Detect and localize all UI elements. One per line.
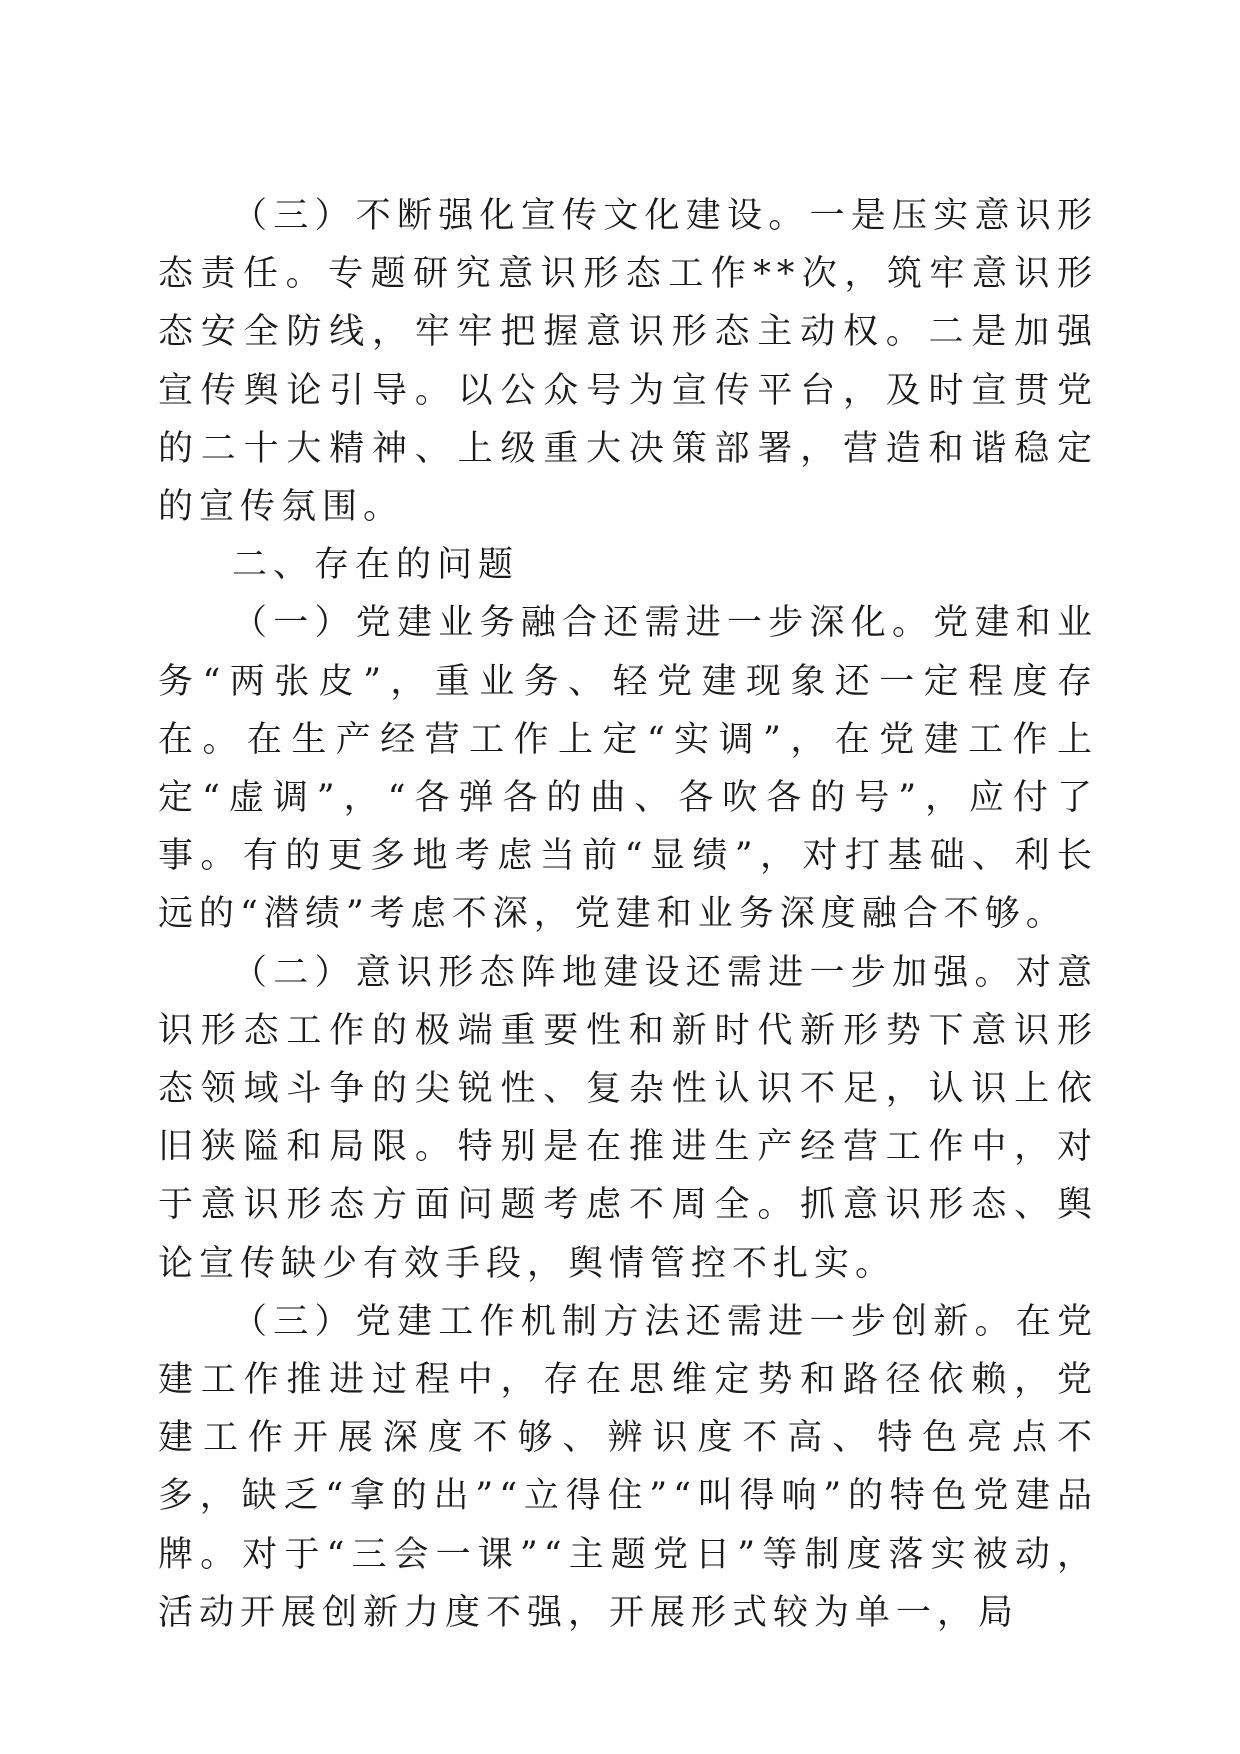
paragraph-ideology-position: （二）意识形态阵地建设还需进一步加强。对意识形态工作的极端重要性和新时代新形势下意识形态领域斗争的尖锐性、复杂性认识不足，认识上依旧狭隘和局限。特别是在推进生产经营工作中，对于意识形态方面问题考虑不周全。抓意识形态、舆论宣传缺少有效手段，舆情管控不扎实。 [158,952,1098,1284]
paragraph-propaganda-culture: （三）不断强化宣传文化建设。一是压实意识形态责任。专题研究意识形态工作**次，筑牢意识形态安全防线，牢牢把握意识形态主动权。二是加强宣传舆论引导。以公众号为宣传平台，及时宣贯党的二十大精神、上级重大决策部署，营造和谐稳定的宣传氛围。 [158,196,1098,528]
section-heading-existing-problems: 二、存在的问题 [232,545,520,586]
paragraph-party-work-mechanism: （三）党建工作机制方法还需进一步创新。在党建工作推进过程中，存在思维定势和路径依赖，党建工作开展深度不够、辨识度不高、特色亮点不多，缺乏“拿的出”“立得住”“叫得响”的特色党建品牌。对于“三会一课”“主题党日”等制度落实被动，活动开展创新力度不强，开展形式较为单一，局 [158,1301,1098,1633]
paragraph-party-business-integration: （一）党建业务融合还需进一步深化。党建和业务“两张皮”，重业务、轻党建现象还一定程度存在。在生产经营工作上定“实调”，在党建工作上定“虚调”，“各弹各的曲、各吹各的号”，应付了事。有的更多地考虑当前“显绩”，对打基础、利长远的“潜绩”考虑不深，党建和业务深度融合不够。 [158,603,1098,935]
document-page [158,187,1098,1642]
